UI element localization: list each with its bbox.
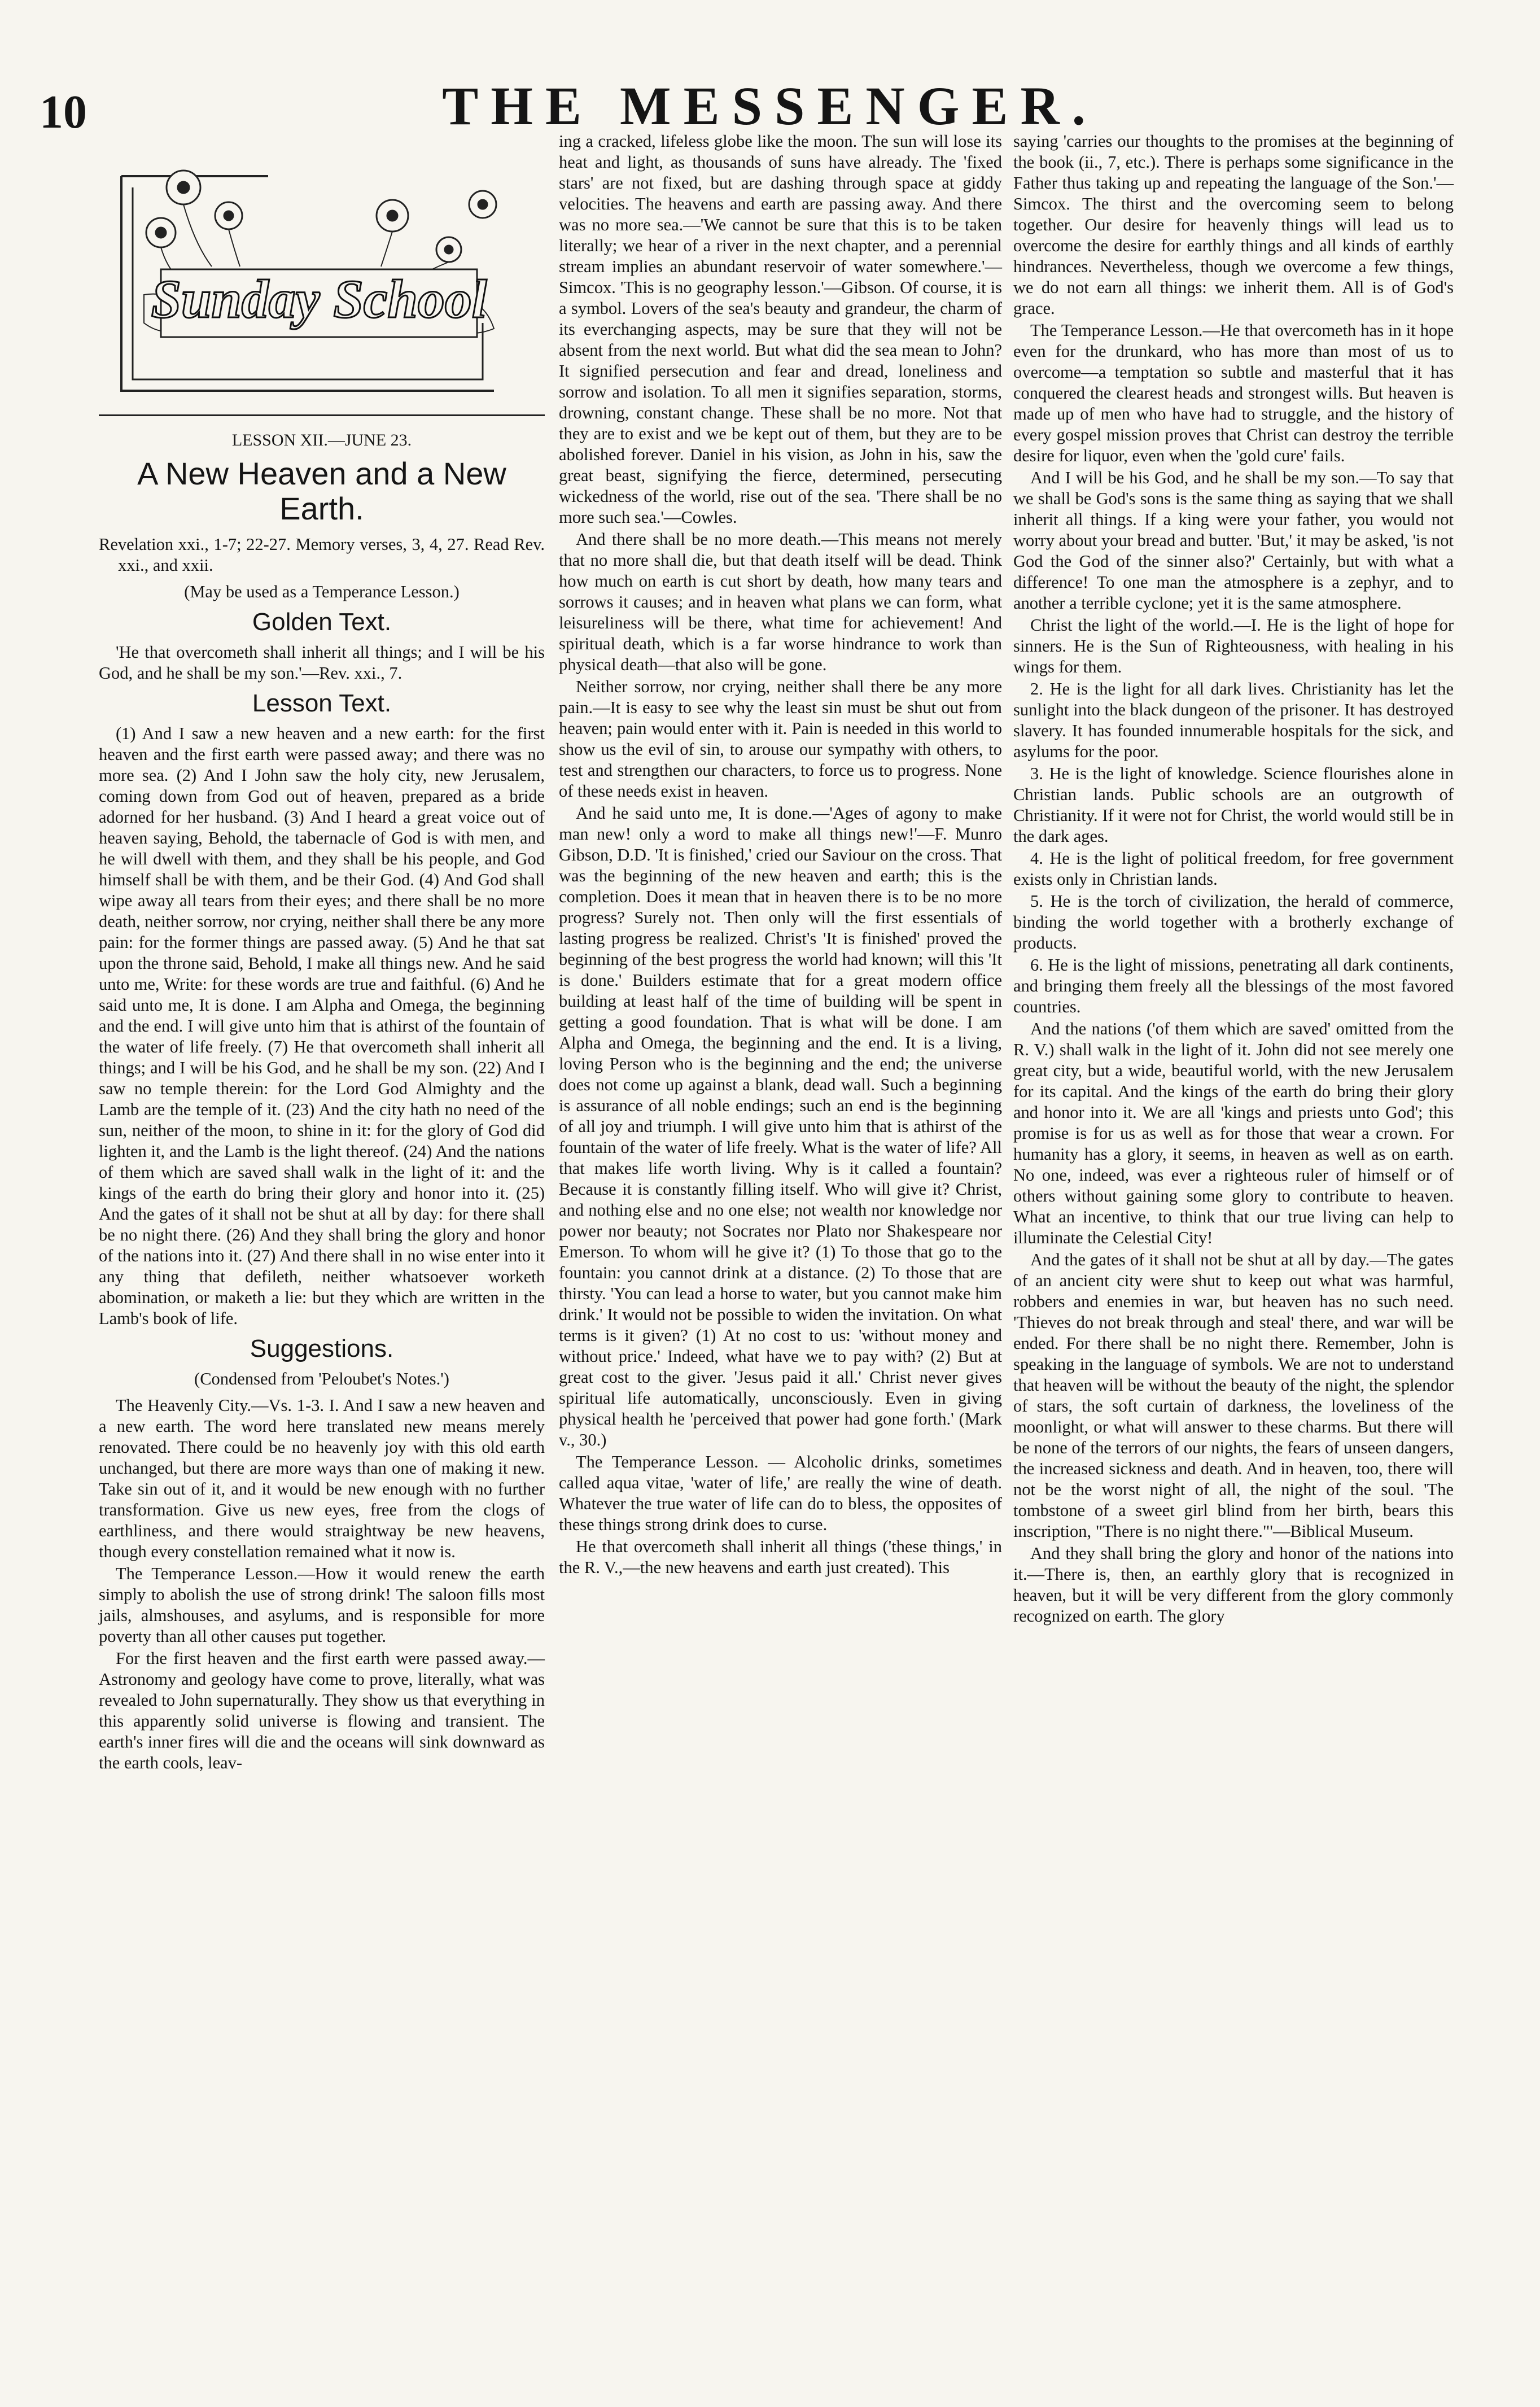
sunday-school-emblem-icon (99, 154, 533, 408)
paragraph: saying 'carries our thoughts to the promises at the beginning of the book (ii., 7, etc.). There is perhaps some significance in the Father thus taking up and repeating the language of the Son.'—Simcox. The thirst and the overcoming seem to belong together. Our desire for heavenly things will lead us to overcome the desire for earthly things and all kinds of earthly hindrances. Nevertheless, though we overcome a few things, we do not earn all things: we inherit them. All is of God's grace. (1013, 132, 1454, 318)
paragraph: The Heavenly City.—Vs. 1-3. I. And I saw a new heaven and a new earth. The word here translated new means merely renovated. There could be no heavenly joy with this old earth unchanged, but there are more ways than one of making it new. Take sin out of it, and it would be new enough with no further transformation. Give us new eyes, free from the clogs of earthliness, and there would straightway be new heavens, though every constellation remained what it now is. (99, 1396, 545, 1561)
paragraph: Christ the light of the world.—I. He is the light of hope for sinners. He is the Sun of Righteousness, with healing in his wings for them. (1013, 615, 1454, 676)
suggestions-source: (Condensed from 'Peloubet's Notes.') (194, 1369, 449, 1388)
paragraph: He that overcometh shall inherit all things ('these things,' in the R. V.,—the new heavens and earth just created). This (559, 1537, 1002, 1577)
lesson-text: (1) And I saw a new heaven and a new earth: for the first heaven and the first earth were passed away; and there was no more sea. (2) And I John saw the holy city, new Jerusalem, coming down from God out of heaven, prepared as a bride adorned for her husband. (3) And I heard a great voice out of heaven saying, Behold, the tabernacle of God is with men, and he will dwell with them, and they shall be his people, and God himself shall be with them, and be their God. (4) And God shall wipe away all tears from their eyes; and there shall be no more death, neither sorrow, nor crying, neither shall there be any more pain: for the former things are passed away. (5) And he that sat upon the throne said, Behold, I make all things new. And he said unto me, Write: for these words are true and faithful. (6) And he said unto me, It is done. I am Alpha and Omega, the beginning and the end. I will give unto him that is athirst of the fountain of the water of life freely. (7) He that overcometh shall inherit all things; and I will be his God, and he shall be my son. (22) And I saw no temple therein: for the Lord God Almighty and the Lamb are the temple of it. (23) And the city hath no need of the sun, neither of the moon, to shine in it: for the glory of God did lighten it, and the Lamb is the light thereof. (24) And the nations of them which are saved shall walk in the light of it: and the kings of the earth do bring their glory and honor into it. (25) And the gates of it shall not be shut at all by day: for there shall be no night there. (26) And they shall bring the glory and honor of the nations into it. (27) And there shall in no wise enter into it any thing that defileth, neither whatsoever worketh abomination, or maketh a lie: but they which are written in the Lamb's book of life. (99, 724, 545, 1328)
paragraph: And the gates of it shall not be shut at all by day.—The gates of an ancient city were shut to keep out what was harmful, robbers and enemies in war, but heaven has no such need. 'Thieves do not break through and steal' there, and war will be ended. For there shall be no night there. Remember, John is speaking in the language of symbols. We are not to understand that heaven will be without the beauty of the night, the splendor of stars, the soft curtain of darkness, the loveliness of the moonlight, or what will answer to these charms. But there will be none of the terrors of our nights, the fears of unseen dangers, the increased sickness and death. And in heaven, too, there will not be the worst night of all, the night of the soul. 'The tombstone of a sweet girl blind from her birth, bears this inscription, "There is no night there."'—Biblical Museum. (1013, 1250, 1454, 1541)
column-1 (99, 131, 545, 1775)
column-2 (559, 131, 1002, 1579)
suggestions-heading: Suggestions. (250, 1335, 394, 1362)
paragraph: Neither sorrow, nor crying, neither shall there be any more pain.—It is easy to see why the least sin must be shut out from heaven; pain would enter with it. Pain is needed in this world to show us the evil of sin, to arouse our sympathy with others, to test and strengthen our characters, to force us to progress. None of these needs exist in heaven. (559, 677, 1002, 801)
lesson-title: A New Heaven and a New Earth. (137, 456, 506, 526)
divider (99, 414, 545, 416)
paragraph: 4. He is the light of political freedom, for free government exists only in Christian lands. (1013, 849, 1454, 889)
paragraph: For the first heaven and the first earth were passed away.—Astronomy and geology have come to prove, literally, what was revealed to John supernaturally. They show us that everything in this apparently solid universe is flowing and transient. The earth's inner fires will die and the oceans will sink downward as the earth cools, leav- (99, 1649, 545, 1772)
paragraph: ing a cracked, lifeless globe like the moon. The sun will lose its heat and light, as thousands of suns have already. The 'fixed stars' are not fixed, but are dashing through space at giddy velocities. The heavens and earth are passing away. And there was no more sea.—'We cannot be sure that this is to be taken literally; we hear of a river in the next chapter, and a perennial stream implies an abundant reservoir of water somewhere.'—Simcox. 'This is no geography lesson.'—Gibson. Of course, it is a symbol. Lovers of the sea's beauty and grandeur, the charm of its everchanging aspects, may be sure that they will not be absent from the next world. But what did the sea mean to John? It signified persecution and fear and dread, loneliness and sorrow and isolation. To all men it signifies separation, storms, drowning, constant change. These shall be no more. Not that they are to exist and we be kept out of them, but they are to be abolished forever. Daniel in his vision, as John in his, saw the great beast, signifying the fierce, determined, persecuting wickedness of the world, rise out of the sea. 'There shall be no more such sea.'—Cowles. (559, 132, 1002, 527)
lesson-text-heading: Lesson Text. (252, 689, 392, 717)
paragraph: And I will be his God, and he shall be my son.—To say that we shall be God's sons is the same thing as saying that we shall inherit all things. If a king were your father, you would not worry about your bread and butter. 'But,' it may be asked, 'is not God the God of the sinner also?' Certainly, but with what a difference! To one man the atmosphere is a zephyr, and to another a terrible cyclone; yet it is the same atmosphere. (1013, 468, 1454, 613)
lesson-number: LESSON XII.—JUNE 23. (231, 431, 412, 449)
paragraph: 2. He is the light for all dark lives. Christianity has let the sunlight into the black dungeon of the prisoner. It has destroyed slavery. It has founded innumerable hospitals for the sick, and asylums for the poor. (1013, 679, 1454, 761)
column-3 (1013, 131, 1454, 1628)
page-number: 10 (40, 86, 87, 138)
paragraph: And there shall be no more death.—This means not merely that no more shall die, but that death itself will be dead. Think how much on earth is cut short by death, how many tears and sorrows it causes; and in heaven what plans we can form, what leisureliness will be there, what time for achievement! And spiritual death, which is a far worse hindrance to work than physical death—that also will be gone. (559, 530, 1002, 674)
masthead: THE MESSENGER. (442, 76, 1098, 136)
paragraph: The Temperance Lesson. — Alcoholic drinks, sometimes called aqua vitae, 'water of life,' are really the wine of death. Whatever the true water of life can do to bless, the opposites of these things strong drink does to curse. (559, 1452, 1002, 1534)
paragraph: The Temperance Lesson.—He that overcometh has in it hope even for the drunkard, who has more than most of us to overcome—a temptation so subtle and masterful that it has conquered the clearest heads and strongest wills. But heaven is made up of men who have had to struggle, and the history of every gospel mission proves that Christ can destroy the terrible desire for liquor, even when the 'gold cure' fails. (1013, 321, 1454, 465)
sunday-school-lettering: Sunday School (151, 269, 487, 329)
paragraph: And the nations ('of them which are saved' omitted from the R. V.) shall walk in the light of it. John did not see merely one great city, but a wide, beautiful world, with the new Jerusalem for its capital. And the kings of the earth do bring their glory and honor into it. We are all 'kings and priests unto God'; this promise is for us as well as for those that wear a crown. For humanity has a glory, it seems, in heaven as well as on earth. No one, indeed, was ever a righteous ruler of himself or of others without gaining some glory to contribute to heaven. What an incentive, to think that our true living can help to illuminate the Celestial City! (1013, 1019, 1454, 1247)
paragraph: 3. He is the light of knowledge. Science flourishes alone in Christian lands. Public schools are an outgrowth of Christianity. If it were not for Christ, the world would still be in the dark ages. (1013, 764, 1454, 846)
paragraph: 6. He is the light of missions, penetrating all dark continents, and bringing them freely all the blessings of the most favored countries. (1013, 955, 1454, 1016)
paragraph: And he said unto me, It is done.—'Ages of agony to make man new! only a word to make all things new!'—F. Munro Gibson, D.D. 'It is finished,' cried our Saviour on the cross. That was the beginning of the new heaven and earth; this is the completion. Does it mean that in heaven there is to be no more progress? Surely not. Then only will the first essentials of lasting progress be realized. Christ's 'It is finished' proved the beginning of the best progress the world had known; will this 'It is done.' Builders estimate that for a great modern office building at least half of the time of building will be spent in getting a good foundation. That is what will be done. I am Alpha and Omega, the beginning and the end. It is a living, loving Person who is the beginning and the end; the universe does not come up against a blank, dead wall. Such a beginning is assurance of all noble endings; such an end is the beginning of all joy and triumph. I will give unto him that is athirst of the fountain of the water of life freely. What is the water of life? All that makes life worth living. Why is it called a fountain? Because it is constantly filling itself. Who will give it? Christ, and nothing else and no one else; not wealth nor knowledge nor power nor beauty; not Socrates nor Plato nor Shakespeare nor Emerson. To whom will he give it? (1) To those that go to the fountain: you cannot drink at a distance. (2) To those that are thirsty. 'You can lead a horse to water, but you cannot make him drink.' It would not be possible to widen the invitation. On what terms is it given? (1) At no cost to us: 'without money and without price.' Indeed, what have we to pay with? (2) But at great cost to the giver. 'Jesus paid it all.' Christ never gives spiritual life automatically, unconsciously. Even in giving physical health he 'perceived that power had gone forth.' (Mark v., 30.) (559, 803, 1002, 1449)
sunday-school-logo (99, 154, 533, 408)
scripture-references: Revelation xxi., 1-7; 22-27. Memory verses, 3, 4, 27. Read Rev. xxi., and xxii. (99, 535, 545, 575)
paragraph: And they shall bring the glory and honor of the nations into it.—There is, then, an earthly glory that is recognized in heaven, but it will be very different from the glory commonly recognized on earth. The glory (1013, 1544, 1454, 1626)
paragraph: 5. He is the torch of civilization, the herald of commerce, binding the world together with a brotherly exchange of products. (1013, 892, 1454, 953)
temperance-note: (May be used as a Temperance Lesson.) (184, 582, 460, 601)
golden-text: 'He that overcometh shall inherit all things; and I will be his God, and he shall be my son.'—Rev. xxi., 7. (99, 643, 545, 683)
golden-text-heading: Golden Text. (252, 608, 392, 636)
paragraph: The Temperance Lesson.—How it would renew the earth simply to abolish the use of strong drink! The saloon fills most jails, almshouses, and asylums, and is responsible for more poverty than all other causes put together. (99, 1564, 545, 1646)
